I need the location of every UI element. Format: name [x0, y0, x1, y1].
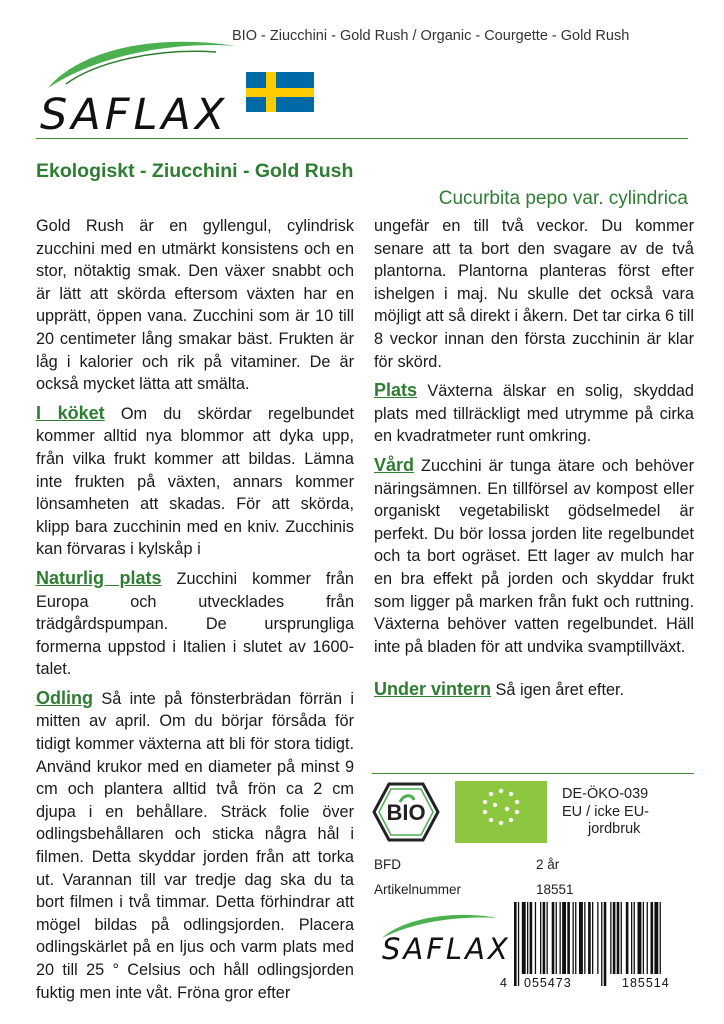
barcode-bar: [638, 902, 642, 974]
natural-text: Zucchini kommer från Europa och utvecklades från trädgårdspumpan. De ursprungliga formerna uppstod i Italien i slutet av 1600-talet.: [36, 569, 354, 679]
winter-section: [374, 678, 694, 702]
barcode-bar: [560, 902, 561, 974]
care-text: Zucchini är tunga ätare och behöver näringsämnen. En tillförsel av kompost eller organiskt vegetabiliskt gödselmedel är perfekt. Du bör lossa jorden lite regelbundet och ta bort ogräset. Ett lager av mulch har en bra effekt på jorden och skyddar frukt som ligger på marken från fukt och ruttning. Växterna behöver vatten regelbundet. Häll inte på bladen för att undvika svamptillväxt.: [374, 456, 694, 656]
kitchen-heading: I köket: [36, 402, 105, 423]
location-heading: Plats: [374, 380, 418, 401]
barcode-bar: [651, 902, 654, 974]
growing-continued: ungefär en till två veckor. Du kommer senare att ta bort den svagare av de två plantorna. Plantorna planteras först efter ishelgen i maj. Nu skulle det också vara möjligt att så direkt i åkern. Det tar cirka 6 till 8 veckor innan den första zucchinin är klar för skörd.: [374, 217, 694, 371]
barcode-bar: [643, 902, 644, 974]
latin-name: Cucurbita pepo var. cylindrica: [438, 188, 688, 209]
barcode-bar: [588, 902, 591, 974]
origin-line-1: EU / icke EU-: [562, 803, 650, 820]
barcode-bar: [562, 902, 566, 974]
certification-divider: [372, 773, 694, 774]
certification-text: [562, 786, 649, 839]
barcode-bar: [535, 902, 536, 974]
barcode-bar: [660, 902, 661, 974]
control-code: DE-ÖKO-039: [562, 786, 649, 802]
barcode-bar: [647, 902, 648, 974]
barcode-bar: [527, 902, 528, 974]
barcode-bar: [654, 902, 658, 974]
eu-organic-leaf-icon: [455, 781, 547, 843]
winter-heading: Under vintern: [374, 679, 492, 700]
barcode-bar: [573, 902, 574, 974]
care-heading: Vård: [374, 454, 415, 475]
barcode-bar: [575, 902, 576, 974]
bio-seal-label: BIO: [386, 800, 426, 825]
sweden-flag-icon: [246, 72, 314, 112]
header-divider: [36, 138, 688, 139]
barcode-left-group: 055473: [524, 976, 572, 990]
product-title: Ekologiskt - Ziucchini - Gold Rush: [36, 160, 354, 182]
barcode-bar: [601, 902, 602, 986]
ean-barcode: [512, 902, 694, 986]
barcode-bar: [556, 902, 557, 974]
saflax-logo: [36, 32, 246, 140]
barcode-bar: [634, 902, 635, 974]
origin-line-2: jordbruk: [588, 821, 641, 837]
barcode-bar: [621, 902, 622, 974]
barcode-bar: [610, 902, 611, 974]
barcode-right-group: 185514: [622, 976, 670, 990]
growing-section: [36, 687, 354, 1004]
location-section: [374, 379, 694, 448]
winter-text: Så igen året efter.: [491, 681, 625, 700]
eu-stars: [483, 789, 519, 825]
barcode-bar: [617, 902, 620, 974]
barcode-bar: [530, 902, 533, 974]
article-number-value: 18551: [536, 882, 574, 897]
barcode-bar: [631, 902, 632, 974]
bfd-label: BFD: [374, 857, 401, 872]
barcode-bar: [540, 902, 541, 974]
barcode-bar: [543, 902, 546, 974]
bio-seal-icon: [372, 782, 440, 842]
barcode-bar: [626, 902, 629, 974]
care-section: [374, 454, 694, 658]
kitchen-section: [36, 402, 354, 561]
barcode-bar: [613, 902, 616, 974]
barcode-first-digit: 4: [500, 976, 507, 990]
barcode-bar: [518, 902, 519, 986]
barcode-bar: [522, 902, 526, 974]
growing-text: Så inte på fönsterbrädan förrän i mitten av april. Om du börjar försåda för tidigt kommer växterna att bli för stora tidigt. Använd krukor med en diameter på minst 9 cm och plantera alltid två frön ca 2 cm djupa i en behållare. Sträck folie över odlingsbehållaren och sticka några hål i filmen. Detta skyddar jorden från att torka ut. Varannan till var tredje dag ska du ta bort filmen i två timmar. Detta förhindrar att mögel bildas på odlingsjorden. Placera odlingskärlet på en ljus och varm plats med 20 till 25 ° Celsius och håll odlingsjorden fuktig men inte våt. Fröna gror efter: [36, 689, 354, 1002]
barcode-bar: [547, 902, 548, 974]
location-text: Växterna älskar en solig, skyddad plats med tillräckligt med utrymme på cirka en kvadratmeter runt omkring.: [374, 382, 694, 446]
natural-section: [36, 567, 354, 681]
barcode-bar: [592, 902, 593, 974]
header-product-line: BIO - Ziucchini - Gold Rush / Organic - Courgette - Gold Rush: [232, 28, 630, 44]
left-text-column: [36, 215, 354, 1010]
logo-wordmark-small: SAFLAX: [382, 932, 511, 966]
barcode-bar: [567, 902, 570, 974]
intro-paragraph: Gold Rush är en gyllengul, cylindrisk zucchini med en utmärkt konsistens och en stor, nötaktig smak. Den växer snabbt och är lätt att skörda eftersom växten har en upprätt, öppen vana. Zucchini som är 10 till 20 centimeter lång smakar bäst. Frukten är låg i kalorier och rik på vitaminer. De är också mycket lätta att smälta.: [36, 217, 354, 394]
barcode-bar: [514, 902, 517, 986]
leaf-swoosh-icon: [36, 32, 246, 92]
kitchen-text: Om du skördar regelbundet kommer alltid nya blommor att dyka upp, från vilka frukt kommer att bildas. Lämna inte frukten på växten, annars kommer lönsamheten att skadas. För att skörda, klipp bara zucchinin med en kniv. Zucchinis kan förvaras i kylskåp i: [36, 404, 354, 559]
barcode-bar: [552, 902, 555, 974]
barcode-digits: [500, 976, 698, 992]
logo-wordmark: SAFLAX: [40, 90, 229, 140]
growing-heading: Odling: [36, 687, 93, 708]
saflax-logo-small: [374, 910, 511, 980]
natural-heading: Naturlig plats: [36, 567, 162, 588]
barcode-bar: [579, 902, 583, 974]
right-text-column: [374, 215, 694, 708]
barcode-bar: [584, 902, 585, 974]
article-number-label: Artikelnummer: [374, 882, 462, 897]
bfd-value: 2 år: [536, 857, 560, 872]
barcode-bar: [604, 902, 607, 986]
barcode-bar: [597, 902, 598, 974]
